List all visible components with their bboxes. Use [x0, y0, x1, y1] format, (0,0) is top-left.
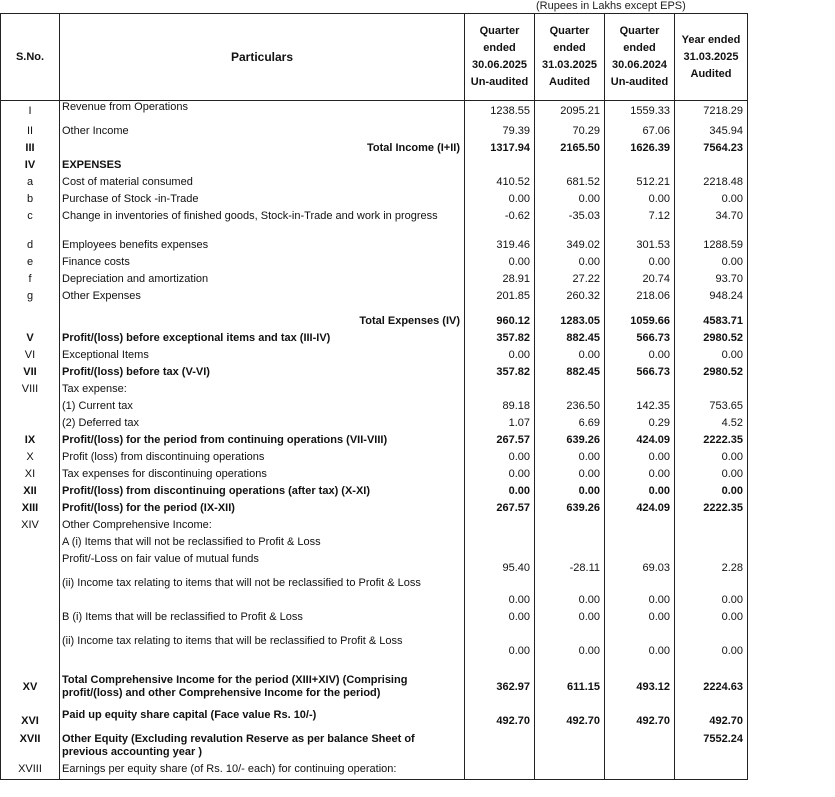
units-caption: (Rupees in Lakhs except EPS) [536, 0, 686, 12]
row-sno: b [1, 193, 60, 210]
table-row [1, 142, 748, 159]
row-value [675, 763, 748, 780]
table-row [1, 176, 748, 193]
row-sno: XVI [1, 709, 60, 733]
row-sno [1, 400, 60, 417]
row-value: 7.12 [605, 210, 675, 239]
row-value: 1.07 [465, 417, 535, 434]
row-value: 2224.63 [675, 674, 748, 709]
row-particulars: Profit/(loss) from discontinuing operations (after tax) (X-XI) [60, 485, 465, 502]
row-value [675, 383, 748, 400]
row-value: 301.53 [605, 239, 675, 256]
table-row [1, 519, 748, 536]
row-sno: IV [1, 159, 60, 176]
row-value: 0.00 [605, 594, 675, 611]
row-particulars: (1) Current tax [60, 400, 465, 417]
table-row [1, 101, 748, 125]
row-value: 0.00 [465, 451, 535, 468]
row-value: 0.00 [465, 468, 535, 485]
row-particulars: Profit/(loss) for the period (IX-XII) [60, 502, 465, 519]
row-particulars: Finance costs [60, 256, 465, 273]
row-value [605, 519, 675, 536]
row-value: 512.21 [605, 176, 675, 193]
row-value: 69.03 [605, 553, 675, 577]
header-period: Year ended 31.03.2025 Audited [675, 14, 748, 101]
row-particulars: Depreciation and amortization [60, 273, 465, 290]
row-value: 0.00 [605, 611, 675, 635]
row-sno: d [1, 239, 60, 256]
row-value: 7552.24 [675, 733, 748, 763]
row-value [535, 577, 605, 594]
row-value: 948.24 [675, 290, 748, 307]
row-value: 34.70 [675, 210, 748, 239]
row-particulars: Earnings per equity share (of Rs. 10/- each) for continuing operation: [60, 763, 465, 780]
table-row [1, 434, 748, 451]
row-sno: XI [1, 468, 60, 485]
row-value: 93.70 [675, 273, 748, 290]
row-sno [1, 611, 60, 635]
row-sno: c [1, 210, 60, 239]
row-sno: V [1, 332, 60, 349]
row-value: 260.32 [535, 290, 605, 307]
row-value: 2980.52 [675, 332, 748, 349]
row-particulars: Other Comprehensive Income: [60, 519, 465, 536]
row-value: 0.00 [465, 349, 535, 366]
table-row [1, 536, 748, 553]
row-particulars: Profit/(loss) for the period from continuing operations (VII-VIII) [60, 434, 465, 451]
spacer-row [1, 307, 748, 315]
row-sno [1, 594, 60, 611]
row-particulars: Employees benefits expenses [60, 239, 465, 256]
row-value: 0.00 [675, 451, 748, 468]
row-sno: f [1, 273, 60, 290]
row-value: 0.00 [675, 193, 748, 210]
row-sno: VI [1, 349, 60, 366]
row-value: 0.00 [535, 468, 605, 485]
row-value: 882.45 [535, 366, 605, 383]
row-value: 362.97 [465, 674, 535, 709]
row-value: 4.52 [675, 417, 748, 434]
row-value: 2165.50 [535, 142, 605, 159]
row-value: 681.52 [535, 176, 605, 193]
row-sno: IX [1, 434, 60, 451]
row-value: 28.91 [465, 273, 535, 290]
row-value: 410.52 [465, 176, 535, 193]
row-value: 0.00 [535, 594, 605, 611]
table-row [1, 239, 748, 256]
table-row [1, 733, 748, 763]
row-value: 0.00 [605, 349, 675, 366]
row-sno: a [1, 176, 60, 193]
row-value: 236.50 [535, 400, 605, 417]
row-value: 67.06 [605, 125, 675, 142]
row-value [465, 159, 535, 176]
row-sno [1, 417, 60, 434]
row-value: 267.57 [465, 502, 535, 519]
row-value: 27.22 [535, 273, 605, 290]
row-value: 424.09 [605, 502, 675, 519]
row-value [675, 577, 748, 594]
row-value: 0.00 [535, 193, 605, 210]
table-row [1, 159, 748, 176]
row-value: 0.00 [535, 451, 605, 468]
row-value: -0.62 [465, 210, 535, 239]
table-row [1, 709, 748, 733]
table-row [1, 256, 748, 273]
financial-results-table [0, 13, 748, 780]
row-value [465, 577, 535, 594]
row-sno: XIV [1, 519, 60, 536]
row-value: 0.00 [605, 468, 675, 485]
row-value: 566.73 [605, 332, 675, 349]
row-value: 0.29 [605, 417, 675, 434]
row-particulars: Other Income [60, 125, 465, 142]
row-value [535, 519, 605, 536]
row-value [605, 536, 675, 553]
row-particulars: Other Equity (Excluding revalution Reserve as per balance Sheet of previous accounting year ) [60, 733, 465, 763]
row-value [465, 733, 535, 763]
row-value: 492.70 [535, 709, 605, 733]
row-particulars: EXPENSES [60, 159, 465, 176]
row-value: 345.94 [675, 125, 748, 142]
row-value: 0.00 [465, 635, 535, 666]
row-value: 218.06 [605, 290, 675, 307]
header-period: Quarter ended 30.06.2024 Un-audited [605, 14, 675, 101]
row-value: 70.29 [535, 125, 605, 142]
row-value: 1317.94 [465, 142, 535, 159]
row-particulars: Profit/-Loss on fair value of mutual funds [60, 553, 465, 577]
row-sno: XIII [1, 502, 60, 519]
row-value: 492.70 [605, 709, 675, 733]
table-row [1, 400, 748, 417]
table-row [1, 383, 748, 400]
row-value: 7564.23 [675, 142, 748, 159]
row-particulars: Purchase of Stock -in-Trade [60, 193, 465, 210]
row-particulars [60, 594, 465, 611]
row-value: 1283.05 [535, 315, 605, 332]
row-value: 267.57 [465, 434, 535, 451]
table-row [1, 594, 748, 611]
row-value [605, 733, 675, 763]
row-value: 2980.52 [675, 366, 748, 383]
table-row [1, 315, 748, 332]
row-value: 0.00 [465, 611, 535, 635]
row-value [535, 733, 605, 763]
row-value: -28.11 [535, 553, 605, 577]
row-value: 1288.59 [675, 239, 748, 256]
row-particulars: Total Comprehensive Income for the period (XIII+XIV) (Comprising profit/(loss) and other Comprehensive Income for the period) [60, 674, 465, 709]
row-value: -35.03 [535, 210, 605, 239]
row-value: 1626.39 [605, 142, 675, 159]
row-value: 0.00 [605, 256, 675, 273]
row-value: 89.18 [465, 400, 535, 417]
row-sno [1, 577, 60, 594]
row-sno: XVIII [1, 763, 60, 780]
row-value: 0.00 [535, 611, 605, 635]
row-value: 1238.55 [465, 101, 535, 125]
row-value: 882.45 [535, 332, 605, 349]
row-particulars: Profit/(loss) before exceptional items and tax (III-IV) [60, 332, 465, 349]
row-particulars: Change in inventories of finished goods, Stock-in-Trade and work in progress [60, 210, 465, 239]
table-row [1, 273, 748, 290]
row-value: 960.12 [465, 315, 535, 332]
row-value: 2222.35 [675, 502, 748, 519]
row-sno [1, 635, 60, 666]
row-value: 0.00 [605, 635, 675, 666]
row-value [535, 763, 605, 780]
row-value [535, 159, 605, 176]
row-value [675, 519, 748, 536]
row-value: 20.74 [605, 273, 675, 290]
row-particulars: (ii) Income tax relating to items that will not be reclassified to Profit & Loss [60, 577, 465, 594]
row-value: 0.00 [465, 485, 535, 502]
table-row [1, 674, 748, 709]
row-value: 357.82 [465, 366, 535, 383]
row-value: 0.00 [675, 594, 748, 611]
table-row [1, 349, 748, 366]
row-value [605, 383, 675, 400]
row-value: 79.39 [465, 125, 535, 142]
row-particulars: Revenue from Operations [60, 101, 465, 125]
row-value: 0.00 [535, 635, 605, 666]
row-value: 4583.71 [675, 315, 748, 332]
row-value: 357.82 [465, 332, 535, 349]
row-particulars: Total Income (I+II) [60, 142, 465, 159]
table-row [1, 210, 748, 239]
row-value [605, 159, 675, 176]
row-sno: III [1, 142, 60, 159]
row-value: 0.00 [535, 349, 605, 366]
row-sno [1, 315, 60, 332]
row-value: 6.69 [535, 417, 605, 434]
row-value [465, 536, 535, 553]
row-value [605, 577, 675, 594]
row-sno [1, 553, 60, 577]
row-value: 1059.66 [605, 315, 675, 332]
row-value [675, 159, 748, 176]
row-value: 0.00 [535, 485, 605, 502]
table-row [1, 468, 748, 485]
row-value: 319.46 [465, 239, 535, 256]
row-value: 0.00 [465, 256, 535, 273]
table-row [1, 332, 748, 349]
row-value: 493.12 [605, 674, 675, 709]
row-sno: g [1, 290, 60, 307]
table-row [1, 290, 748, 307]
row-value: 1559.33 [605, 101, 675, 125]
row-sno: e [1, 256, 60, 273]
row-particulars: (ii) Income tax relating to items that will be reclassified to Profit & Loss [60, 635, 465, 666]
row-value: 0.00 [605, 193, 675, 210]
row-particulars: B (i) Items that will be reclassified to Profit & Loss [60, 611, 465, 635]
row-sno: II [1, 125, 60, 142]
table-row [1, 451, 748, 468]
row-sno: X [1, 451, 60, 468]
row-value [535, 536, 605, 553]
row-value [675, 536, 748, 553]
row-value: 492.70 [675, 709, 748, 733]
row-value: 0.00 [465, 594, 535, 611]
header-period: Quarter ended 30.06.2025 Un-audited [465, 14, 535, 101]
row-value [605, 763, 675, 780]
table-row [1, 485, 748, 502]
header-sno: S.No. [1, 14, 60, 101]
table-row [1, 763, 748, 780]
row-particulars: Cost of material consumed [60, 176, 465, 193]
row-value: 95.40 [465, 553, 535, 577]
table-row [1, 611, 748, 635]
row-particulars: Paid up equity share capital (Face value Rs. 10/-) [60, 709, 465, 733]
row-value: 0.00 [535, 256, 605, 273]
row-value: 639.26 [535, 502, 605, 519]
row-sno [1, 536, 60, 553]
row-value: 2.28 [675, 553, 748, 577]
row-value: 492.70 [465, 709, 535, 733]
row-value: 2222.35 [675, 434, 748, 451]
table-row [1, 502, 748, 519]
row-particulars: Tax expense: [60, 383, 465, 400]
table-row [1, 635, 748, 666]
table-row [1, 417, 748, 434]
row-sno: XII [1, 485, 60, 502]
row-particulars: (2) Deferred tax [60, 417, 465, 434]
table-row [1, 577, 748, 594]
row-value: 424.09 [605, 434, 675, 451]
row-sno: XVII [1, 733, 60, 763]
row-value: 2095.21 [535, 101, 605, 125]
table-row [1, 125, 748, 142]
row-value: 349.02 [535, 239, 605, 256]
row-value: 0.00 [605, 485, 675, 502]
row-particulars: Other Expenses [60, 290, 465, 307]
header-period: Quarter ended 31.03.2025 Audited [535, 14, 605, 101]
row-value: 639.26 [535, 434, 605, 451]
row-value: 0.00 [605, 451, 675, 468]
row-value: 566.73 [605, 366, 675, 383]
row-value: 0.00 [675, 611, 748, 635]
spacer-row [1, 666, 748, 674]
row-value: 0.00 [675, 349, 748, 366]
row-value: 0.00 [675, 256, 748, 273]
row-particulars: Profit/(loss) before tax (V-VI) [60, 366, 465, 383]
row-value: 753.65 [675, 400, 748, 417]
row-value: 201.85 [465, 290, 535, 307]
row-value: 0.00 [675, 468, 748, 485]
row-value: 0.00 [675, 485, 748, 502]
header-particulars: Particulars [60, 14, 465, 101]
row-particulars: Profit (loss) from discontinuing operations [60, 451, 465, 468]
row-value [535, 383, 605, 400]
table-row [1, 366, 748, 383]
row-value: 2218.48 [675, 176, 748, 193]
row-particulars: Total Expenses (IV) [60, 315, 465, 332]
row-particulars: Exceptional Items [60, 349, 465, 366]
row-value [465, 519, 535, 536]
table-row [1, 193, 748, 210]
table-row [1, 553, 748, 577]
row-particulars: A (i) Items that will not be reclassified to Profit & Loss [60, 536, 465, 553]
row-sno: XV [1, 674, 60, 709]
row-value: 0.00 [675, 635, 748, 666]
row-value: 0.00 [465, 193, 535, 210]
row-particulars: Tax expenses for discontinuing operations [60, 468, 465, 485]
row-sno: I [1, 101, 60, 125]
row-value: 7218.29 [675, 101, 748, 125]
row-value: 611.15 [535, 674, 605, 709]
row-sno: VIII [1, 383, 60, 400]
row-value [465, 383, 535, 400]
row-value [465, 763, 535, 780]
row-sno: VII [1, 366, 60, 383]
row-value: 142.35 [605, 400, 675, 417]
